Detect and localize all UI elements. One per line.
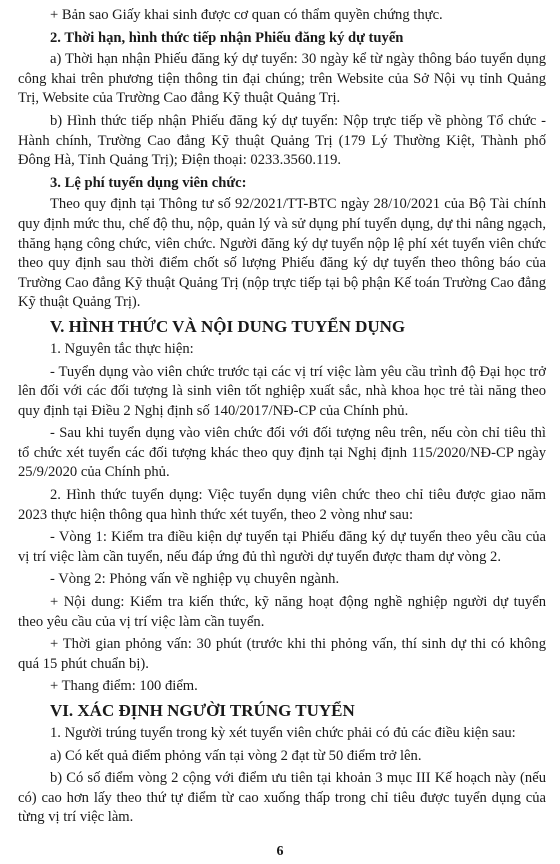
paragraph: - Tuyển dụng vào viên chức trước tại các vị trí việc làm yêu cầu trình độ Đại học trở lên đối với các đối tượng là sinh viên tốt nghiệp xuất sắc, nhà khoa học trẻ tài năng theo quy định tại Điều 2 Nghị định số 140/2017/NĐ-CP của Chính phủ. <box>18 363 546 419</box>
paragraph: b) Hình thức tiếp nhận Phiếu đăng ký dự tuyển: Nộp trực tiếp về phòng Tổ chức - Hành chính, Trường Cao đẳng Kỹ thuật Quảng Trị (179 Lý Thường Kiệt, Thành phố Đông Hà, Tỉnh Quảng Trị); Điện thoại: 0233.3560.119. <box>18 112 546 169</box>
section-heading: VI. XÁC ĐỊNH NGƯỜI TRÚNG TUYỂN <box>50 701 355 720</box>
paragraph: - Vòng 2: Phỏng vấn về nghiệp vụ chuyên ngành. <box>50 571 340 588</box>
paragraph: - Vòng 1: Kiểm tra điều kiện dự tuyển tại Phiếu đăng ký dự tuyển theo yêu cầu của vị trí việc làm cần tuyển, nếu đáp ứng đủ thì người dự tuyển được tham dự vòng 2. <box>18 529 546 565</box>
paragraph: b) Có số điểm vòng 2 cộng với điểm ưu tiên tại khoản 3 mục III Kế hoạch này (nếu có) cao hơn lấy theo thứ tự điểm từ cao xuống thấp trong chỉ tiêu được tuyển dụng của từng vị trí việc làm. <box>18 770 546 826</box>
paragraph: + Nội dung: Kiểm tra kiến thức, kỹ năng hoạt động nghề nghiệp người dự tuyển theo yêu cầu của vị trí việc làm cần tuyển. <box>18 594 546 630</box>
subsection-heading: 2. Thời hạn, hình thức tiếp nhận Phiếu đăng ký dự tuyển <box>50 29 404 46</box>
paragraph: 1. Nguyên tắc thực hiện: <box>50 340 194 357</box>
paragraph: - Sau khi tuyển dụng vào viên chức đối với đối tượng nêu trên, nếu còn chỉ tiêu thì tổ chức xét tuyển các đối tượng khác theo quy định tại Nghị định 115/2020/NĐ-CP ngày 25/9/2020 của Chính phủ. <box>18 425 546 481</box>
paragraph: + Bản sao Giấy khai sinh được cơ quan có thẩm quyền chứng thực. <box>50 7 443 23</box>
paragraph: Theo quy định tại Thông tư số 92/2021/TT-BTC ngày 28/10/2021 của Bộ Tài chính quy định mức thu, chế độ thu, nộp, quản lý và sử dụng phí tuyển dụng, dự thi nâng ngạch, thăng hạng công chức, viên chức. Người đăng ký dự tuyển nộp lệ phí xét tuyển viên chức theo quy định sau thời điểm chốt số lượng Phiếu đăng ký dự tuyển theo thông báo của Trường Cao đẳng Kỹ thuật Quảng Trị (nộp trực tiếp tại bộ phận Kế toán Trường Cao đẳng Kỹ thuật Quảng Trị). <box>18 196 546 311</box>
paragraph: a) Thời hạn nhận Phiếu đăng ký dự tuyển: 30 ngày kể từ ngày thông báo tuyển dụng công khai trên phương tiện thông tin đại chúng; trên Website của Sở Nội vụ tỉnh Quảng Trị, Website của Trường Cao đẳng Kỹ thuật Quảng Trị. <box>18 51 546 107</box>
subsection-heading: 3. Lệ phí tuyển dụng viên chức: <box>50 174 247 191</box>
paragraph: + Thang điểm: 100 điểm. <box>50 678 198 695</box>
section-heading: V. HÌNH THỨC VÀ NỘI DUNG TUYỂN DỤNG <box>50 316 406 336</box>
paragraph: 2. Hình thức tuyển dụng: Việc tuyển dụng viên chức theo chỉ tiêu được giao năm 2023 thực hiện thông qua hình thức xét tuyển, theo 2 vòng như sau: <box>18 487 546 523</box>
page-number: 6 <box>276 844 284 859</box>
paragraph: + Thời gian phỏng vấn: 30 phút (trước khi thi phỏng vấn, thí sinh dự thi có không quá 15 phút chuẩn bị). <box>18 636 546 672</box>
paragraph: 1. Người trúng tuyển trong kỳ xét tuyển viên chức phải có đủ các điều kiện sau: <box>50 725 516 741</box>
paragraph: a) Có kết quả điểm phỏng vấn tại vòng 2 đạt từ 50 điểm trở lên. <box>50 747 422 764</box>
document-body <box>18 6 546 828</box>
